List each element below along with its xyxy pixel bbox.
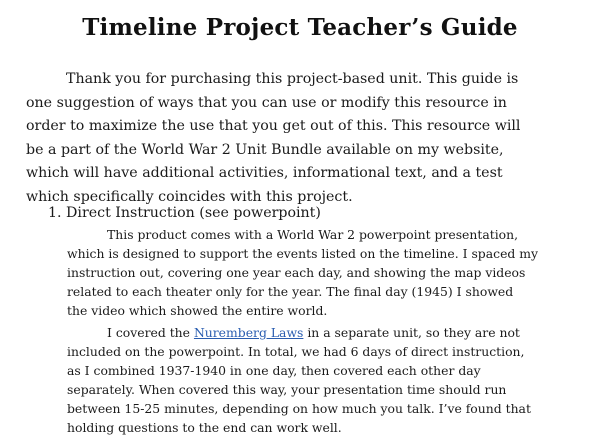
intro-paragraph <box>26 68 586 210</box>
paragraph-line: This product comes with a World War 2 powerpoint presentation, <box>107 227 519 242</box>
intro-line: Thank you for purchasing this project-based unit. This guide is <box>66 71 519 87</box>
paragraph-line: related to each theater only for the year. The final day (1945) I showed <box>67 284 514 299</box>
paragraph-line: instruction out, covering one year each day, and showing the map videos <box>67 265 526 280</box>
text: I covered the <box>107 325 194 340</box>
section1-paragraph-2 <box>67 323 587 437</box>
paragraph-line <box>67 323 587 342</box>
section1-paragraph-1 <box>67 225 587 320</box>
paragraph-line: as I combined 1937-1940 in one day, then covered each other day <box>67 363 481 378</box>
intro-line: one suggestion of ways that you can use or modify this resource in <box>26 94 507 111</box>
intro-line: be a part of the World War 2 Unit Bundle available on my website, <box>26 141 504 158</box>
paragraph-line: included on the powerpoint. In total, we had 6 days of direct instruction, <box>67 344 525 359</box>
page-title: Timeline Project Teacher’s Guide <box>82 14 518 41</box>
intro-line: order to maximize the use that you get out of this. This resource will <box>26 118 521 135</box>
text: in a separate unit, so they are not <box>303 325 520 340</box>
paragraph-line: the video which showed the entire world. <box>67 303 328 318</box>
section-heading-direct-instruction: 1. Direct Instruction (see powerpoint) <box>48 205 321 221</box>
intro-line: which will have additional activities, informational text, and a test <box>26 165 503 182</box>
paragraph-line: between 15-25 minutes, depending on how much you talk. I’ve found that <box>67 401 531 416</box>
paragraph-line: holding questions to the end can work well. <box>67 420 342 435</box>
paragraph-line: separately. When covered this way, your presentation time should run <box>67 382 507 397</box>
nuremberg-laws-link[interactable]: Nuremberg Laws <box>193 325 304 340</box>
intro-line: which specifically coincides with this project. <box>26 188 353 205</box>
paragraph-line: which is designed to support the events listed on the timeline. I spaced my <box>67 246 539 261</box>
